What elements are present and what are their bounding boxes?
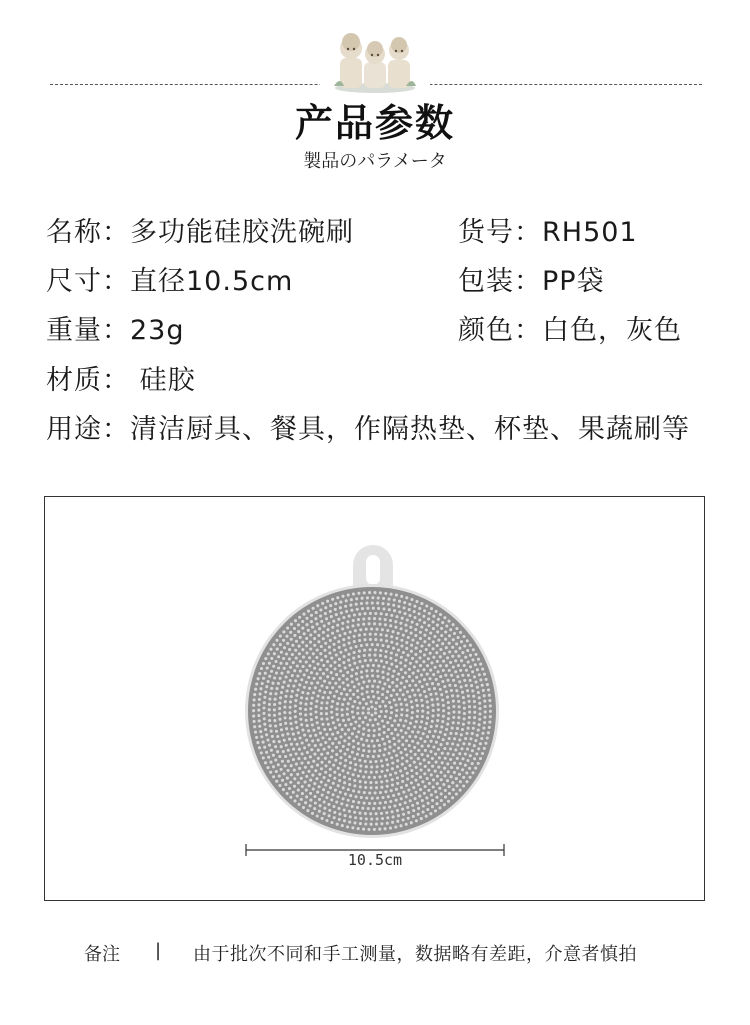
spec-value: RH501	[542, 217, 638, 248]
spec-color	[458, 314, 682, 348]
note-text: 由于批次不同和手工测量，数据略有差距，介意者慎拍	[193, 944, 637, 965]
page-subtitle: 製品のパラメータ	[303, 151, 447, 172]
spec-usage	[46, 413, 690, 447]
spec-material	[46, 364, 196, 398]
spec-label: 重量	[46, 315, 102, 346]
spec-label: 名称	[46, 217, 102, 248]
spec-packaging	[458, 265, 605, 299]
figurine-illustration	[320, 24, 430, 94]
spec-separator: ：	[102, 315, 130, 346]
spec-name	[46, 216, 354, 250]
spec-value: 多功能硅胶洗碗刷	[130, 217, 354, 248]
spec-value: 直径10.5cm	[130, 266, 294, 297]
product-image-frame	[44, 496, 705, 901]
spec-label: 颜色	[458, 315, 514, 346]
spec-separator: ：	[514, 217, 542, 248]
spec-value: 白色，灰色	[542, 315, 682, 346]
dimension-label: 10.5cm	[347, 851, 403, 869]
spec-label: 用途	[46, 414, 102, 445]
spec-item-number	[458, 216, 638, 250]
note-divider: |	[155, 940, 162, 961]
silicone-scrubber-image	[45, 497, 706, 902]
spec-separator: ：	[102, 266, 130, 297]
spec-separator: ：	[102, 414, 130, 445]
spec-size	[46, 265, 293, 299]
spec-label: 包装	[458, 266, 514, 297]
figurine-image	[320, 24, 430, 94]
spec-value: PP袋	[542, 266, 605, 297]
spec-separator: ：	[514, 315, 542, 346]
spec-label: 材质	[46, 365, 102, 396]
spec-label: 尺寸	[46, 266, 102, 297]
spec-value: 硅胶	[139, 365, 196, 396]
spec-label: 货号	[458, 217, 514, 248]
spec-separator: ：	[102, 365, 140, 396]
scrubber-hang-hole	[366, 555, 380, 585]
spec-separator: ：	[514, 266, 542, 297]
spec-value: 23g	[130, 315, 185, 346]
spec-separator: ：	[102, 217, 130, 248]
page-title: 产品参数	[294, 100, 455, 145]
spec-value: 清洁厨具、餐具，作隔热垫、杯垫、果蔬刷等	[130, 414, 690, 445]
note-label: 备注	[84, 944, 120, 965]
spec-weight	[46, 314, 185, 348]
